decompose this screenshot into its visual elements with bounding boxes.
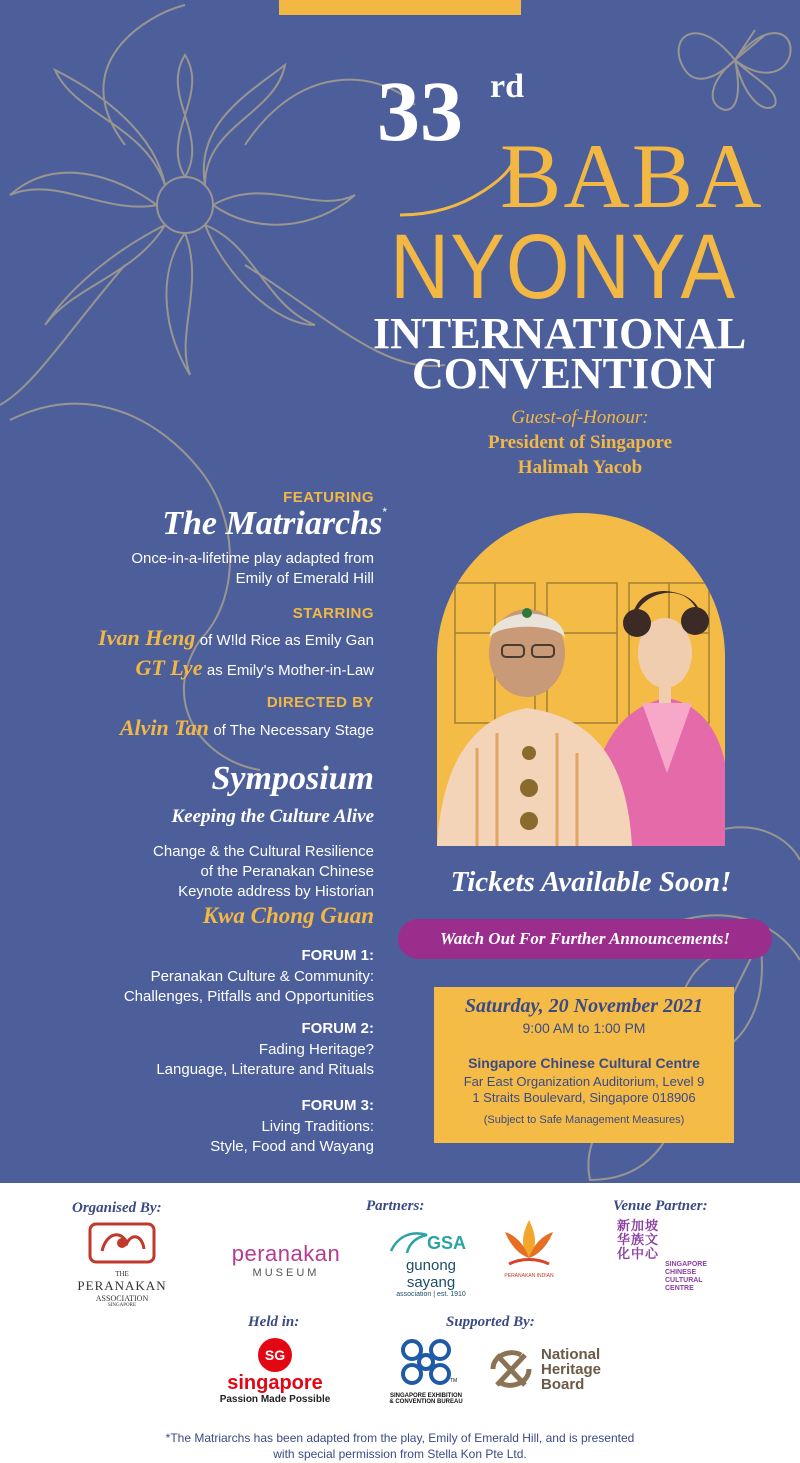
play-title-row <box>162 505 387 543</box>
supported-by-label: Supported By: <box>446 1314 535 1330</box>
event-venue-detail: Far East Organization Auditorium, Level 9 <box>463 1074 705 1089</box>
nhb-knot-icon <box>487 1345 535 1393</box>
secb-logo[interactable] <box>380 1338 472 1405</box>
event-date: Saturday, 20 November 2021 <box>464 995 704 1017</box>
forum-2-label: FORUM 2: <box>301 1020 374 1037</box>
peranakan-indian-logo[interactable] <box>494 1218 564 1279</box>
forum-3-line-2: Style, Food and Wayang <box>210 1138 374 1155</box>
top-accent-bar <box>279 0 521 15</box>
footnote-line-2: with special permission from Stella Kon Pte Ltd. <box>273 1447 527 1461</box>
play-description-1: Once-in-a-lifetime play adapted from <box>131 550 374 567</box>
cast-row-1 <box>98 625 374 651</box>
event-venue: Singapore Chinese Cultural Centre <box>468 1055 700 1071</box>
singapore-wordmark: singapore <box>227 1372 323 1394</box>
national-heritage-board-logo[interactable] <box>487 1345 617 1398</box>
edition-number: 33 <box>377 63 463 159</box>
keynote-speaker: Kwa Chong Guan <box>202 903 374 928</box>
nhb-line3: Board <box>541 1376 585 1393</box>
peranakan-association-line2: PERANAKAN <box>77 1278 167 1293</box>
director-row <box>120 715 374 741</box>
cast-row-2 <box>135 655 374 681</box>
sccc-line3: CULTURAL <box>665 1277 703 1284</box>
title-nyonya: NYONYA <box>390 216 737 319</box>
secb-line2: & CONVENTION BUREAU <box>389 1399 463 1405</box>
organised-by-label: Organised By: <box>72 1200 162 1216</box>
singapore-tagline: Passion Made Possible <box>219 1394 331 1405</box>
guest-of-honour-name: Halimah Yacob <box>517 457 643 478</box>
forum-3-label: FORUM 3: <box>301 1097 374 1114</box>
peranakan-museum-logo[interactable] <box>225 1241 347 1279</box>
sccc-chinese-mark: 新加坡华族文化中心 <box>617 1218 660 1261</box>
symposium-topic-2: of the Peranakan Chinese <box>200 863 374 880</box>
event-time: 9:00 AM to 1:00 PM <box>522 1020 646 1036</box>
director-org: of The Necessary Stage <box>213 722 374 739</box>
title-convention: CONVENTION <box>412 349 716 398</box>
forum-1-line-2: Challenges, Pitfalls and Opportunities <box>123 988 374 1005</box>
event-details-box <box>434 987 734 1143</box>
sccc-line2: CHINESE <box>665 1269 697 1276</box>
sg-badge-icon: SG <box>258 1338 292 1372</box>
forum-2-line-1: Fading Heritage? <box>258 1041 374 1058</box>
symposium-topic-3: Keynote address by Historian <box>178 883 374 900</box>
peranakan-association-emblem-icon <box>87 1221 157 1265</box>
sccc-logo[interactable] <box>617 1218 727 1292</box>
sponsor-strip <box>0 1183 800 1463</box>
featuring-label: FEATURING <box>283 489 374 506</box>
held-in-label: Held in: <box>248 1314 300 1330</box>
portrait-left-figure <box>437 608 632 846</box>
symposium-topic-1: Change & the Cultural Resilience <box>153 843 374 860</box>
venue-partner-label: Venue Partner: <box>613 1198 708 1214</box>
title-baba: BABA <box>500 125 764 227</box>
cast-role-1: of W!ld Rice as Emily Gan <box>199 632 374 649</box>
sccc-line1: SINGAPORE <box>665 1261 708 1268</box>
edition-suffix: rd <box>490 68 524 105</box>
secb-tm: TM <box>450 1378 458 1384</box>
forum-1-label: FORUM 1: <box>301 947 374 964</box>
further-announcements-button[interactable]: Watch Out For Further Announcements! <box>398 919 772 959</box>
event-address: 1 Straits Boulevard, Singapore 018906 <box>472 1090 696 1105</box>
secb-emblem-icon <box>398 1338 454 1388</box>
swash-flourish-icon <box>395 160 515 220</box>
gsa-name: gunong sayang <box>405 1257 457 1291</box>
tickets-headline: Tickets Available Soon! <box>450 866 732 898</box>
peranakan-association-line4: SINGAPORE <box>107 1303 137 1308</box>
gsa-sub: association | est. 1910 <box>396 1291 466 1298</box>
symposium-title: Symposium <box>211 760 374 797</box>
peranakan-indian-text: PERANAKAN INDIAN <box>504 1273 554 1279</box>
symposium-subtitle: Keeping the Culture Alive <box>171 806 374 827</box>
footnote-line-1: *The Matriarchs has been adapted from the play, Emily of Emerald Hill, and is presented <box>165 1431 635 1445</box>
lotus-flame-icon <box>499 1218 559 1268</box>
butterfly-icon <box>679 30 791 110</box>
sccc-line4: CENTRE <box>665 1285 694 1292</box>
event-note: (Subject to Safe Management Measures) <box>483 1114 685 1126</box>
cast-portrait-arch <box>437 513 725 846</box>
secb-line1: SINGAPORE EXHIBITION <box>389 1393 462 1399</box>
director-name: Alvin Tan <box>119 715 209 740</box>
peranakan-museum-wordmark: peranakan <box>231 1241 341 1266</box>
gunong-sayang-logo[interactable] <box>385 1227 477 1298</box>
title-international: INTERNATIONAL <box>373 309 747 358</box>
peranakan-association-line1: THE <box>115 1270 129 1278</box>
nhb-line1: National <box>541 1346 601 1363</box>
partners-label: Partners: <box>366 1198 425 1214</box>
footnote <box>120 1430 680 1462</box>
cast-portrait-illustration <box>437 513 725 846</box>
guest-of-honour-label: Guest-of-Honour: <box>511 407 649 428</box>
forum-1-line-1: Peranakan Culture & Community: <box>150 968 374 985</box>
singapore-brand-logo[interactable] <box>218 1338 332 1405</box>
cast-name-1: Ivan Heng <box>98 625 196 650</box>
starring-label: STARRING <box>292 605 374 622</box>
cast-role-2: as Emily's Mother-in-Law <box>206 662 374 679</box>
nhb-line2: Heritage <box>541 1361 602 1378</box>
guest-of-honour-title: President of Singapore <box>487 432 673 453</box>
forum-2-line-2: Language, Literature and Rituals <box>156 1061 374 1078</box>
peranakan-association-line3: ASSOCIATION <box>95 1294 149 1303</box>
play-description-2: Emily of Emerald Hill <box>235 570 374 587</box>
peranakan-association-logo[interactable] <box>72 1221 172 1308</box>
cast-name-2: GT Lye <box>135 655 203 680</box>
phoenix-icon <box>389 1229 429 1255</box>
play-title: The Matriarchs <box>162 505 383 542</box>
footnote-marker: * <box>382 505 387 519</box>
directed-by-label: DIRECTED BY <box>266 694 374 711</box>
forum-3-line-1: Living Traditions: <box>261 1118 374 1135</box>
peranakan-museum-sub: MUSEUM <box>252 1267 320 1279</box>
gsa-abbr: GSA <box>427 1233 467 1253</box>
